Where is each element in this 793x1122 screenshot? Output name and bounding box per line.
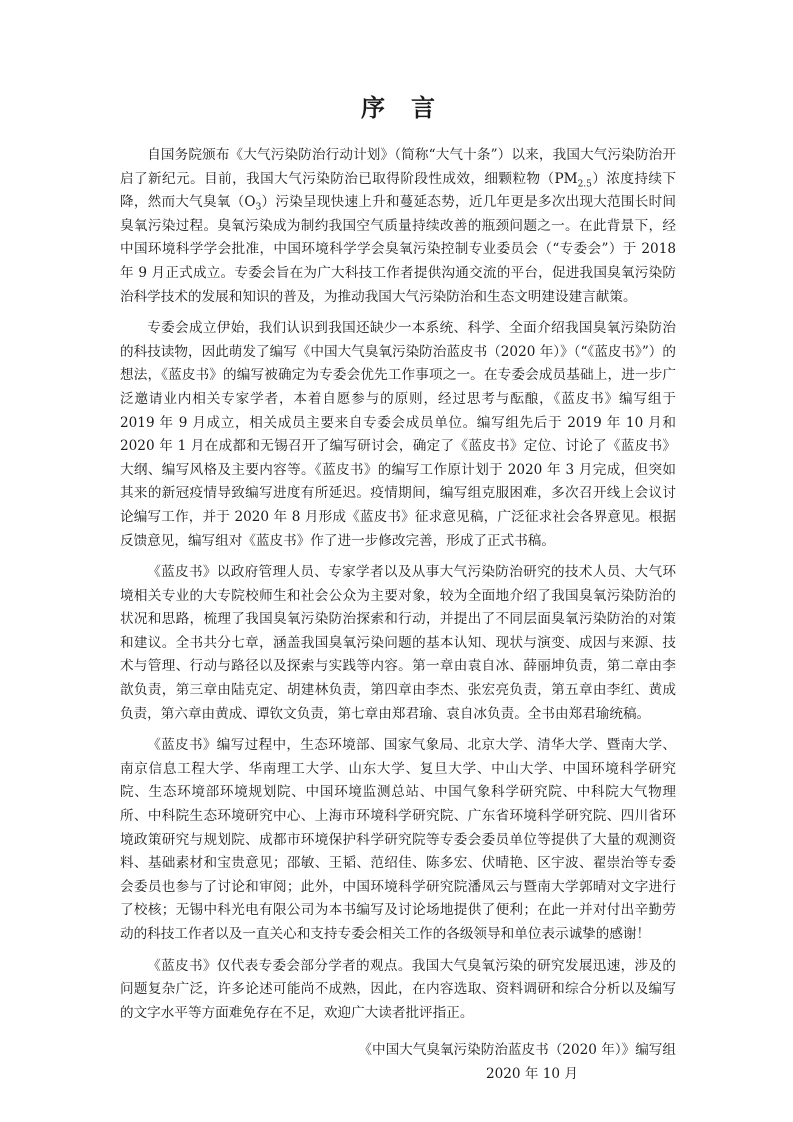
paragraph-5: 《蓝皮书》仅代表专委会部分学者的观点。我国大气臭氧污染的研究发展迅速，涉及的问题复杂广泛，许多论述可能尚不成熟，因此，在内容选取、资料调研和综合分析以及编写的文字水平等方面难免存在不足，欢迎广大读者批评指正。 — [120, 957, 676, 1021]
signature-date: 2020 年 10 月 — [485, 1065, 578, 1082]
paragraph-1-part-a: 自国务院颁布《大气污染防治行动计划》（简称“大气十条”）以来，我国大气污染防治开启了新纪元。目前，我国大气污染防治已取得阶段性成效，细颗粒物（PM — [120, 147, 676, 187]
signature-group: 《中国大气臭氧污染防治蓝皮书（2020 年）》编写组 — [358, 1042, 676, 1059]
paragraph-3: 《蓝皮书》以政府管理人员、专家学者以及从事大气污染防治研究的技术人员、大气环境相关专业的大专院校师生和社会公众为主要对象，较为全面地介绍了我国臭氧污染防治的状况和思路，梳理了我国臭氧污染防治探索和行动，并提出了不同层面臭氧污染防治的对策和建议。全书共分七章，涵盖我国臭氧污染问题的基本认知、现状与演变、成因与来源、技术与管理、行动与路径以及探索与实践等内容。第一章由袁自冰、薛丽坤负责，第二章由李歆负责，第三章由陆克定、胡建林负责，第四章由李杰、张宏亮负责，第五章由李红、黄成负责，第六章由黄成、谭钦文负责，第七章由郑君瑜、袁自冰负责。全书由郑君瑜统稿。 — [120, 564, 676, 722]
paragraph-2: 专委会成立伊始，我们认识到我国还缺少一本系统、科学、全面介绍我国臭氧污染防治的科技读物，因此萌发了编写《中国大气臭氧污染防治蓝皮书（2020 年）》（“《蓝皮书》”）的想法，《蓝皮书》的编写被确定为专委会优先工作事项之一。在专委会成员基础上，进一步广泛邀请业内相关专家学者，本着自愿参与的原则，经过思考与酝酿，《蓝皮书》编写组于 2019 年 9 月成立，相关成员主要来自专委会成员单位。编写组先后于 2019 年 10 月和 2020 年 1 月在成都和无锡召开了编写研讨会，确定了《蓝皮书》定位、讨论了《蓝皮书》大纲、编写风格及主要内容等。《蓝皮书》的编写工作原计划于 2020 年 3 月完成，但突如其来的新冠疫情导致编写进度有所延迟。疫情期间，编写组克服困难，多次召开线上会议讨论编写工作，并于 2020 年 8 月形成《蓝皮书》征求意见稿，广泛征求社会各界意见。根据反馈意见，编写组对《蓝皮书》作了进一步修改完善，形成了正式书稿。 — [120, 320, 676, 549]
paragraph-4: 《蓝皮书》编写过程中，生态环境部、国家气象局、北京大学、清华大学、暨南大学、南京信息工程大学、华南理工大学、山东大学、复旦大学、中山大学、中国环境科学研究院、生态环境部环境规划院、中国环境监测总站、中国气象科学研究院、中科院大气物理所、中科院生态环境研究中心、上海市环境科学研究院、广东省环境科学研究院、四川省环境政策研究与规划院、成都市环境保护科学研究院等专委会委员单位等提供了大量的观测资料、基础素材和宝贵意见；邵敏、王韬、范绍佳、陈多宏、伏晴艳、区宇波、翟崇治等专委会委员也参与了讨论和审阅；此外，中国环境科学研究院潘凤云与暨南大学郭晴对文字进行了校核；无锡中科光电有限公司为本书编写及讨论场地提供了便利；在此一并对付出辛勤劳动的科技工作者以及一直关心和支持专委会相关工作的各级领导和单位表示诚挚的感谢！ — [120, 737, 676, 942]
paragraph-1-part-b: ）浓度持续下降，然而大气臭氧（O — [120, 170, 676, 211]
ozone-subscript: 3 — [255, 202, 262, 213]
paragraph-1-part-c: ）污染呈现快速上升和蔓延态势，近几年更是多次出现大范围长时间臭氧污染过程。臭氧污染成为制约我国空气质量持续改善的瓶颈问题之一。在此背景下，经中国环境科学学会批准，中国环境科学学会臭氧污染控制专业委员会（“专委会”）于 2018 年 9 月正式成立。专委会旨在为广大科技工作者提供沟通交流的平台，促进我国臭氧污染防治科学技术的发展和知识的普及，为推动我国大气污染防治和生态文明建设建言献策。 — [120, 194, 676, 305]
pm-subscript: 2.5 — [577, 179, 592, 190]
page-title: 序言 — [361, 94, 461, 122]
preface-page — [120, 92, 676, 1087]
paragraph-1 — [120, 144, 676, 309]
